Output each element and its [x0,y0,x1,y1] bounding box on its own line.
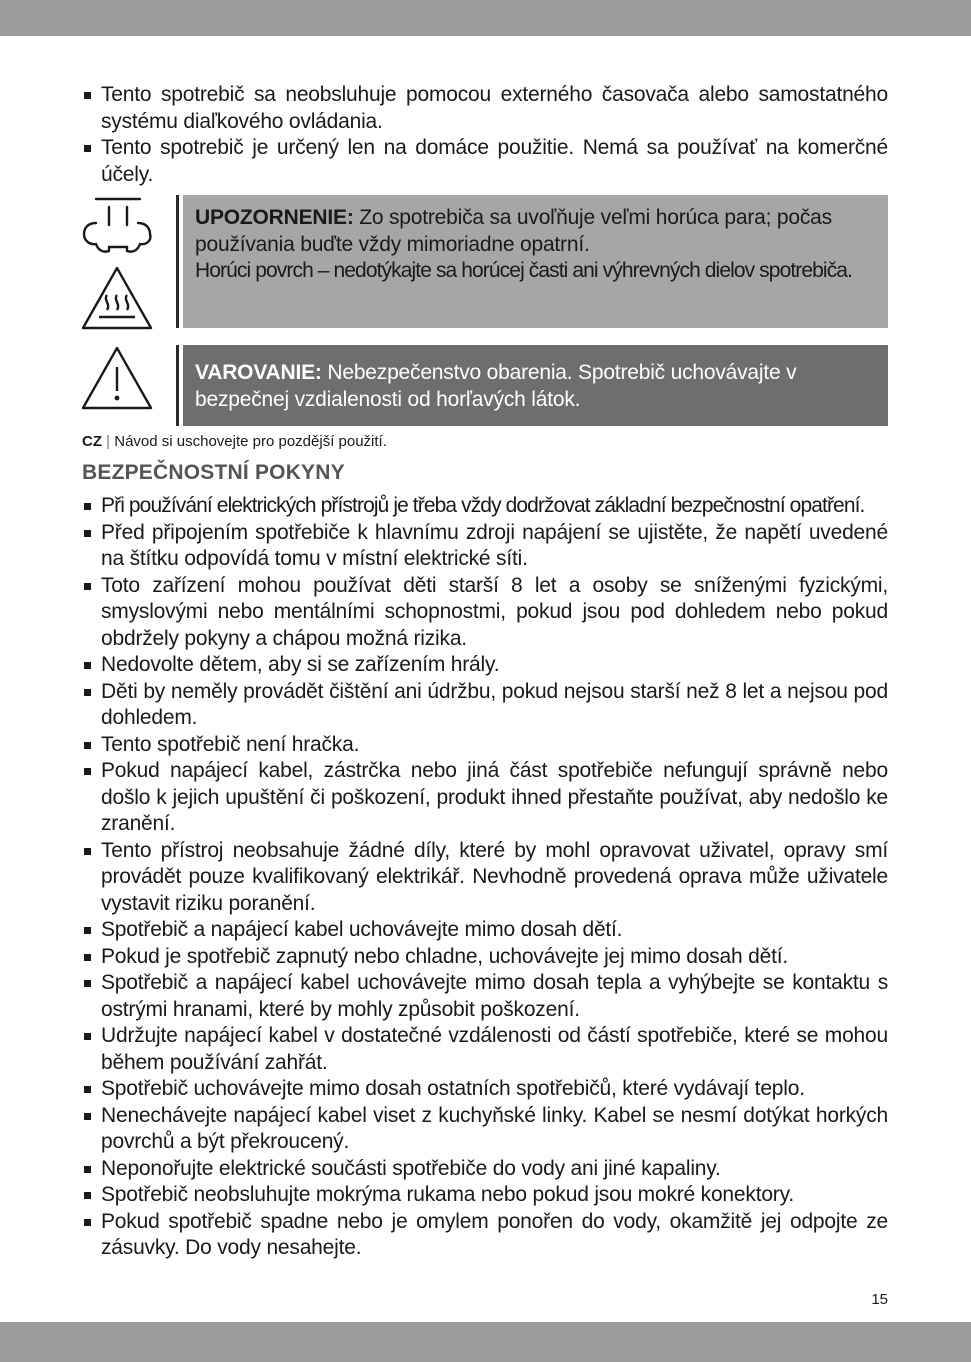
list-item: Pokud napájecí kabel, zástrčka nebo jiná část spotřebiče nefungují správně nebo došlo k jejich upuštění či poškození, produkt ihned přestaňte používat, aby nedošlo ke zranění. [82,758,888,838]
list-item: Spotřebič a napájecí kabel uchovávejte mimo dosah tepla a vyhýbejte se kontaktu s ostrými hranami, které by mohly způsobit poškození. [82,970,888,1023]
caution-divider [176,195,179,328]
note-text: Návod si uschovejte pro pozdější použití. [114,433,387,450]
list-item: Spotřebič a napájecí kabel uchovávejte mimo dosah dětí. [82,917,888,944]
list-item: Při používání elektrických přístrojů je třeba vždy dodržovat základní bezpečnostní opatření. [82,493,888,520]
caution-line-1 [195,205,876,258]
language-code: CZ [82,433,102,450]
list-item: Tento přístroj neobsahuje žádné díly, které by mohl opravovat uživatel, opravy smí provádět pouze kvalifikovaný elektrikář. Nevhodně provedená oprava může uživatele vystavit riziku poranění. [82,838,888,918]
cz-note [82,432,387,452]
list-item: Děti by neměly provádět čištění ani údržbu, pokud nejsou starší než 8 let a nejsou pod dohledem. [82,679,888,732]
list-item: Nedovolte dětem, aby si se zařízením hrály. [82,652,888,679]
warning-panel [183,345,888,426]
warning-label: VAROVANIE: [195,361,322,384]
list-item: Nenechávejte napájecí kabel viset z kuchyňské linky. Kabel se nesmí dotýkat horkých povrchů a být překroucený. [82,1103,888,1156]
list-item: Tento spotřebič není hračka. [82,732,888,759]
list-item: Neponořujte elektrické součásti spotřebiče do vody ani jiné kapaliny. [82,1156,888,1183]
list-item: Tento spotrebič sa neobsluhuje pomocou externého časovača alebo samostatného systému diaľkového ovládania. [82,82,888,135]
caution-block [80,195,888,328]
caution-label: UPOZORNENIE: [195,206,354,229]
list-item: Toto zařízení mohou používat děti starší 8 let a osoby se sníženými fyzickými, smyslovými nebo mentálními schopnostmi, pokud jsou pod dohledem nebo pokud obdržely pokyny a chápou možná rizika. [82,573,888,653]
list-item: Udržujte napájecí kabel v dostatečné vzdálenosti od částí spotřebiče, které se mohou během používání zahřát. [82,1023,888,1076]
list-item: Spotřebič neobsluhujte mokrýma rukama nebo pokud jsou mokré konektory. [82,1182,888,1209]
warning-divider [176,345,179,426]
warning-icon [81,345,153,411]
page-number: 15 [871,1291,888,1308]
note-separator: | [102,433,115,450]
list-item: Pokud je spotřebič zapnutý nebo chladne, uchovávejte jej mimo dosah dětí. [82,944,888,971]
caution-panel [183,195,888,328]
steam-icon [82,195,152,257]
top-bar [0,0,971,36]
cz-bullet-list [82,493,888,1262]
hot-surface-icon [81,265,153,331]
caution-line-2: Horúci povrch – nedotýkajte sa horúcej časti ani výhrevných dielov spotrebiča. [195,259,853,282]
list-item: Před připojením spotřebiče k hlavnímu zdroji napájení se ujistěte, že napětí uvedené na štítku odpovídá tomu v místní elektrické síti. [82,520,888,573]
list-item: Spotřebič uchovávejte mimo dosah ostatních spotřebičů, které vydávají teplo. [82,1076,888,1103]
list-item: Pokud spotřebič spadne nebo je omylem ponořen do vody, okamžitě jej odpojte ze zásuvky. Do vody nesahejte. [82,1209,888,1262]
section-heading: BEZPEČNOSTNÍ POKYNY [82,461,345,484]
bottom-bar [0,1322,971,1362]
warning-text: Nebezpečenstvo obarenia. Spotrebič uchovávajte v bezpečnej vzdialenosti od horľavých látok. [195,361,797,411]
list-item: Tento spotrebič je určený len na domáce použitie. Nemá sa používať na komerčné účely. [82,135,888,188]
sk-bullet-list [82,82,888,188]
warning-block [80,345,888,426]
caution-text: Zo spotrebiča sa uvoľňuje veľmi horúca para; počas používania buďte vždy mimoriadne opatrní. [195,206,832,256]
